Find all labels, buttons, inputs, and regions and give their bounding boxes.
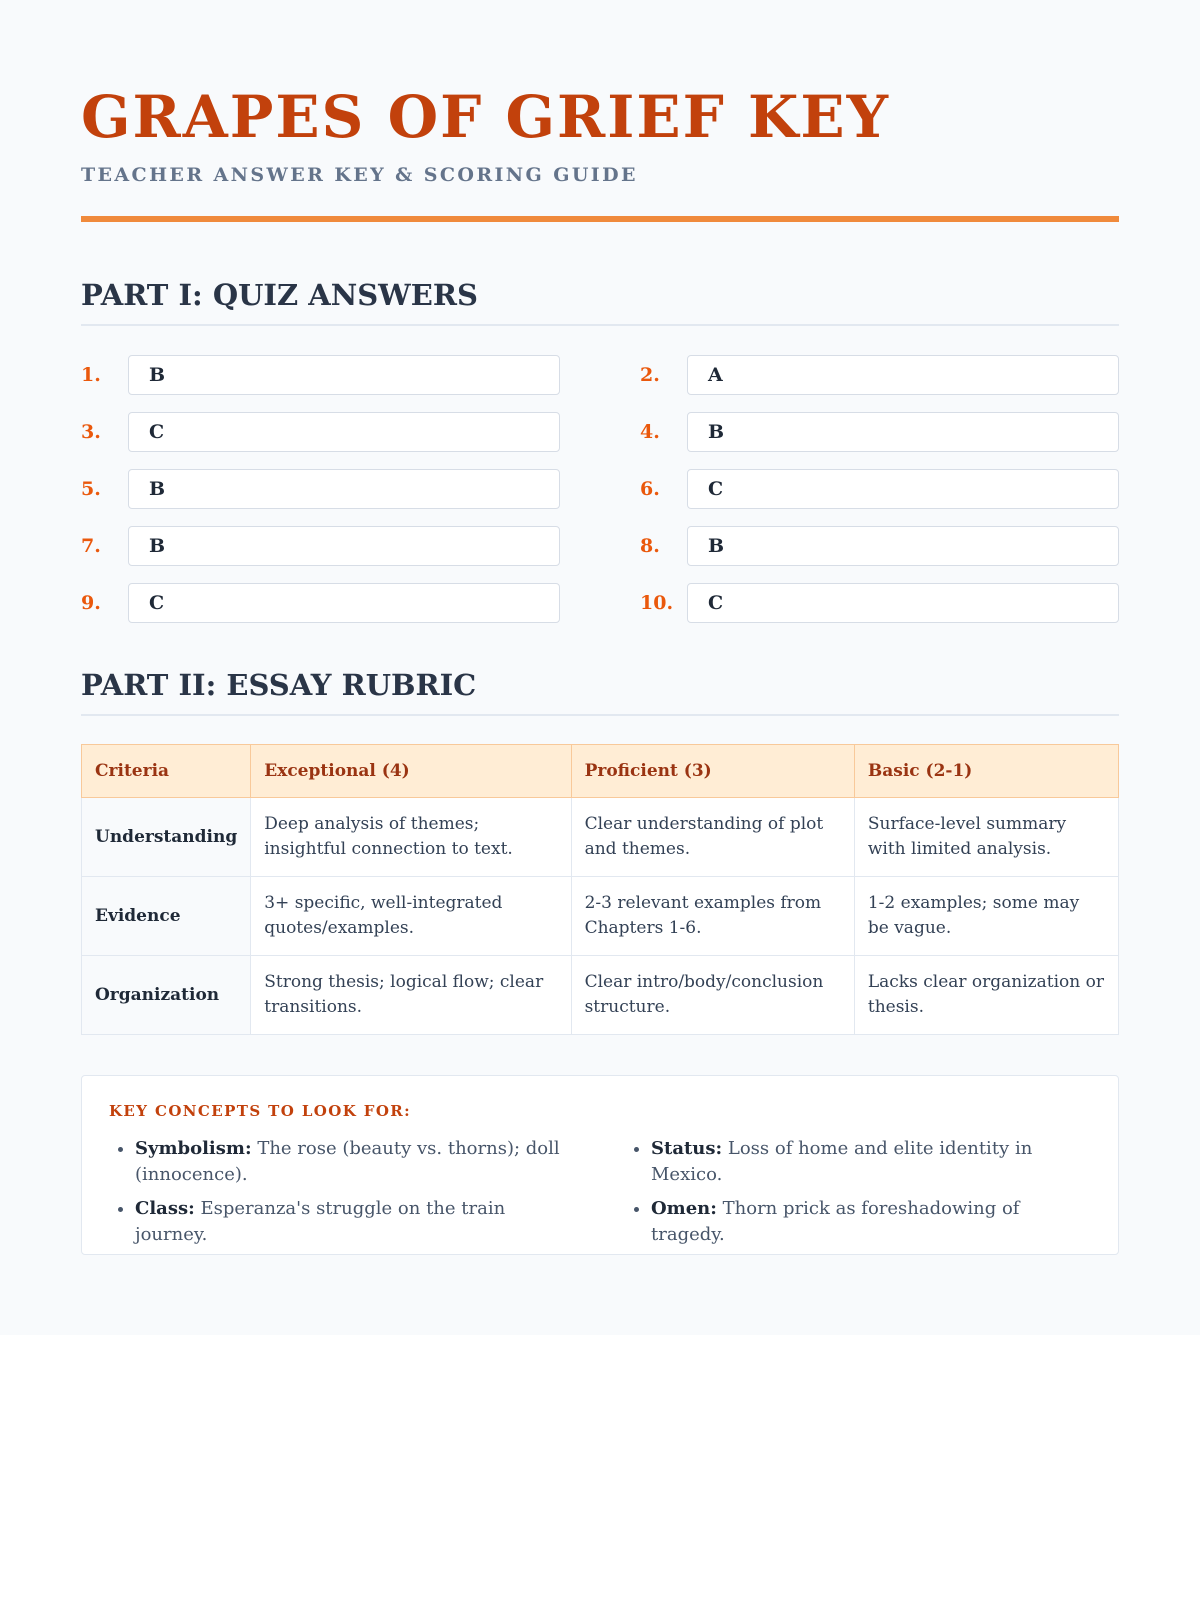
- question-number: 6.: [640, 478, 660, 500]
- list-item: [651, 1136, 1091, 1188]
- answer-box: C: [128, 583, 560, 623]
- concept-text: The rose (beauty vs. thorns); doll (innocence).: [135, 1138, 560, 1185]
- table-cell: Deep analysis of themes; insightful connection to text.: [251, 798, 571, 877]
- key-concepts-title: KEY CONCEPTS TO LOOK FOR:: [109, 1102, 412, 1120]
- quiz-answer-8: [640, 525, 1119, 567]
- quiz-answer-5: [81, 468, 560, 510]
- question-number: 7.: [81, 535, 101, 557]
- part2-heading: PART II: ESSAY RUBRIC: [81, 668, 1119, 716]
- answer-box: B: [128, 355, 560, 395]
- concepts-list-right: [625, 1136, 1091, 1256]
- key-concepts-box: [81, 1075, 1119, 1255]
- column-header-basic: Basic (2-1): [854, 745, 1118, 798]
- table-cell: Clear understanding of plot and themes.: [571, 798, 854, 877]
- question-number: 1.: [81, 364, 101, 386]
- table-cell: Strong thesis; logical flow; clear transitions.: [251, 956, 571, 1035]
- criteria-cell: Organization: [82, 956, 251, 1035]
- part1-heading: PART I: QUIZ ANSWERS: [81, 278, 1119, 326]
- key-concepts-columns: [109, 1136, 1091, 1256]
- quiz-answer-10: [640, 582, 1119, 624]
- concept-text: Loss of home and elite identity in Mexico.: [651, 1138, 1033, 1185]
- answer-box: C: [687, 469, 1119, 509]
- list-item: [135, 1196, 575, 1248]
- answer-box: C: [687, 583, 1119, 623]
- concept-term: Status:: [651, 1138, 723, 1159]
- table-cell: Clear intro/body/conclusion structure.: [571, 956, 854, 1035]
- question-number: 10.: [640, 592, 674, 614]
- quiz-answer-6: [640, 468, 1119, 510]
- question-number: 5.: [81, 478, 101, 500]
- column-header-proficient: Proficient (3): [571, 745, 854, 798]
- title-divider: [81, 216, 1119, 222]
- answer-box: A: [687, 355, 1119, 395]
- concept-text: Esperanza's struggle on the train journey.: [135, 1198, 506, 1245]
- question-number: 3.: [81, 421, 101, 443]
- concept-term: Symbolism:: [135, 1138, 252, 1159]
- table-row: [82, 798, 1119, 877]
- quiz-answers-grid: [81, 354, 1119, 624]
- table-cell: Surface-level summary with limited analysis.: [854, 798, 1118, 877]
- table-cell: 2-3 relevant examples from Chapters 1-6.: [571, 877, 854, 956]
- quiz-answer-1: [81, 354, 560, 396]
- page-subtitle: TEACHER ANSWER KEY & SCORING GUIDE: [81, 164, 638, 186]
- criteria-cell: Evidence: [82, 877, 251, 956]
- quiz-answer-9: [81, 582, 560, 624]
- answer-box: B: [128, 469, 560, 509]
- list-item: [651, 1196, 1091, 1248]
- answer-box: B: [687, 526, 1119, 566]
- concepts-list-left: [109, 1136, 575, 1256]
- quiz-answer-4: [640, 411, 1119, 453]
- column-header-exceptional: Exceptional (4): [251, 745, 571, 798]
- table-cell: 3+ specific, well-integrated quotes/examples.: [251, 877, 571, 956]
- table-row: [82, 877, 1119, 956]
- quiz-answer-7: [81, 525, 560, 567]
- list-item: [135, 1136, 575, 1188]
- answer-box: B: [687, 412, 1119, 452]
- column-header-criteria: Criteria: [82, 745, 251, 798]
- criteria-cell: Understanding: [82, 798, 251, 877]
- concept-term: Omen:: [651, 1198, 717, 1219]
- table-cell: Lacks clear organization or thesis.: [854, 956, 1118, 1035]
- quiz-answer-2: [640, 354, 1119, 396]
- question-number: 4.: [640, 421, 660, 443]
- concept-text: Thorn prick as foreshadowing of tragedy.: [651, 1198, 1020, 1245]
- page-title: GRAPES OF GRIEF KEY: [81, 83, 890, 151]
- quiz-answer-3: [81, 411, 560, 453]
- answer-box: B: [128, 526, 560, 566]
- question-number: 8.: [640, 535, 660, 557]
- table-cell: 1-2 examples; some may be vague.: [854, 877, 1118, 956]
- concept-term: Class:: [135, 1198, 195, 1219]
- question-number: 9.: [81, 592, 101, 614]
- answer-box: C: [128, 412, 560, 452]
- question-number: 2.: [640, 364, 660, 386]
- rubric-header-row: [82, 745, 1119, 798]
- essay-rubric-table: [81, 744, 1119, 1035]
- table-row: [82, 956, 1119, 1035]
